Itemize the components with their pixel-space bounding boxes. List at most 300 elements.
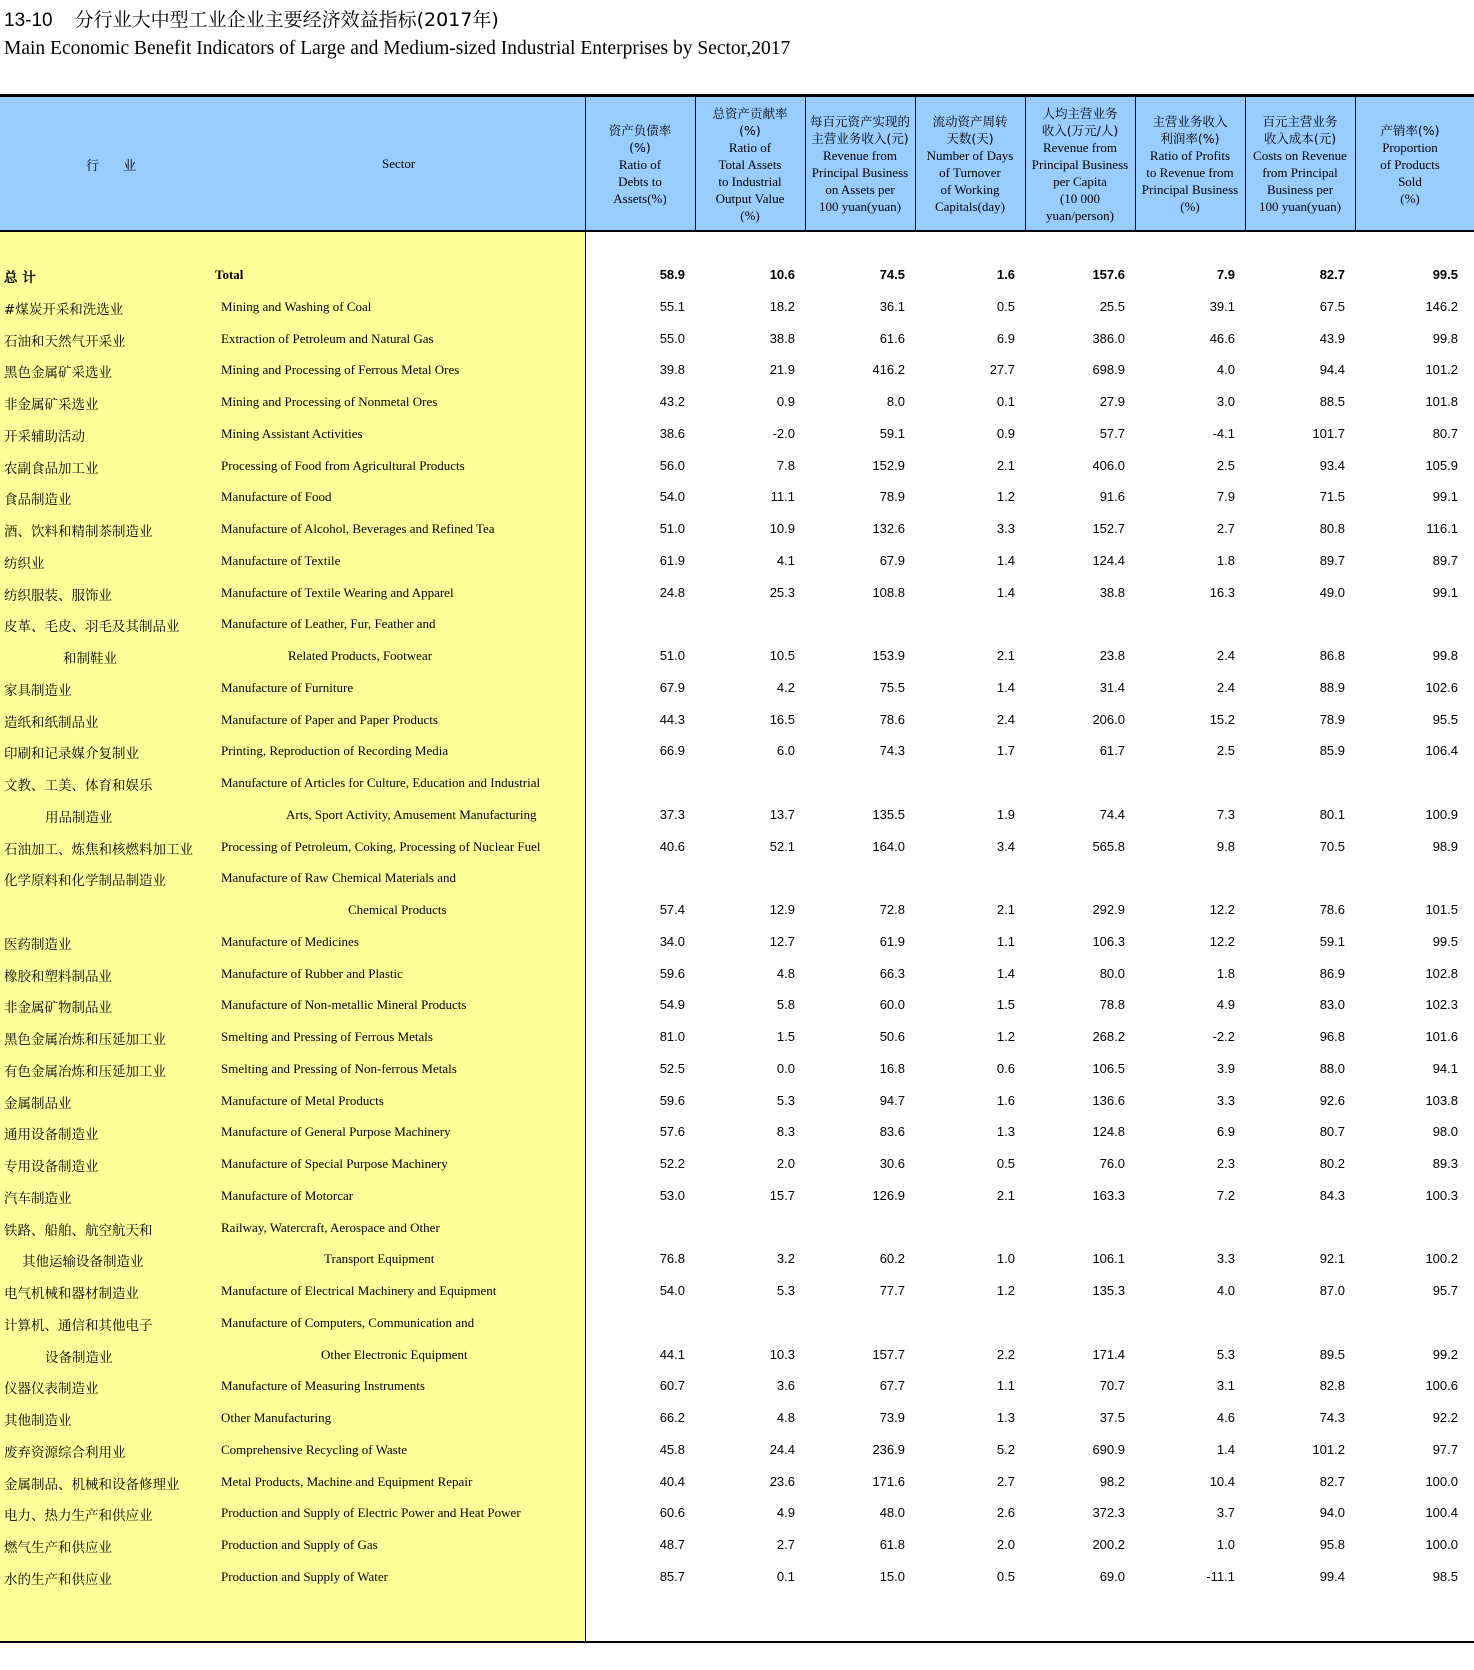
table-title-cn <box>4 5 499 32</box>
table-row <box>0 926 1474 958</box>
value-cell: 386.0 <box>1092 330 1125 346</box>
table-row <box>0 481 1474 513</box>
value-cell: 71.5 <box>1319 489 1345 505</box>
value-cell: 2.1 <box>996 648 1015 663</box>
value-cell: 59.6 <box>659 1092 685 1108</box>
value-cell: 3.0 <box>1216 394 1235 409</box>
value-cell: 132.6 <box>872 521 905 536</box>
column-header-8 <box>1355 100 1465 228</box>
industry-cn: 电气机械和器材制造业 <box>4 1286 139 1302</box>
value-cell: 18.2 <box>769 298 795 314</box>
table-row <box>0 1148 1474 1180</box>
value-cell: 67.5 <box>1319 298 1345 314</box>
value-cell: 88.9 <box>1319 679 1345 695</box>
value-cell: -2.2 <box>1212 1029 1235 1044</box>
total-row <box>0 259 1474 291</box>
value-cell: 86.9 <box>1319 965 1345 981</box>
column-header-cn: 产销率(%) <box>1380 122 1440 138</box>
value-cell: 15.7 <box>769 1187 795 1203</box>
column-header-en: Proportion of Products Sold (%) <box>1380 139 1440 206</box>
value-cell: 372.3 <box>1092 1505 1125 1521</box>
value-cell: 15.2 <box>1209 711 1235 727</box>
value-cell: 1.6 <box>996 267 1015 282</box>
value-cell: 92.6 <box>1319 1092 1345 1108</box>
value-cell: 99.4 <box>1319 1568 1345 1584</box>
value-cell: 78.9 <box>879 489 905 505</box>
sector-en: Extraction of Petroleum and Natural Gas <box>221 330 434 346</box>
value-cell: 103.8 <box>1425 1092 1458 1108</box>
value-cell: 74.5 <box>879 267 905 282</box>
value-cell: 40.4 <box>659 1473 685 1489</box>
value-cell: 100.2 <box>1425 1251 1458 1267</box>
sector-en: Transport Equipment <box>324 1251 435 1267</box>
value-cell: 101.7 <box>1312 425 1345 441</box>
value-cell: 27.9 <box>1099 394 1125 409</box>
value-cell: 2.1 <box>996 902 1015 917</box>
value-cell: 10.3 <box>769 1346 795 1362</box>
value-cell: 38.8 <box>769 330 795 346</box>
value-cell: 85.9 <box>1319 743 1345 759</box>
value-cell: 236.9 <box>872 1441 905 1457</box>
value-cell: 8.0 <box>886 394 905 409</box>
industry-cn: 用品制造业 <box>45 809 113 826</box>
value-cell: 74.3 <box>879 743 905 759</box>
industry-cn: 纺织业 <box>4 555 45 572</box>
value-cell: 74.4 <box>1099 806 1125 822</box>
table-row <box>0 1275 1474 1307</box>
value-cell: 164.0 <box>872 838 905 854</box>
value-cell: 34.0 <box>659 933 685 949</box>
sector-en: Manufacture of Paper and Paper Products <box>221 711 438 727</box>
sector-en: Manufacture of Metal Products <box>221 1092 384 1108</box>
value-cell: 99.1 <box>1432 584 1458 600</box>
industry-cn: 化学原料和化学制品制造业 <box>4 873 166 890</box>
value-cell: 690.9 <box>1092 1441 1125 1457</box>
value-cell: 2.6 <box>996 1505 1015 1521</box>
value-cell: 153.9 <box>872 648 905 663</box>
value-cell: 1.4 <box>996 965 1015 981</box>
value-cell: 80.8 <box>1319 521 1345 536</box>
value-cell: 1.9 <box>996 806 1015 822</box>
sector-en: Production and Supply of Water <box>221 1568 388 1584</box>
value-cell: 10.6 <box>769 267 795 282</box>
value-cell: 24.8 <box>659 584 685 600</box>
value-cell: 50.6 <box>879 1029 905 1044</box>
value-cell: 1.4 <box>996 584 1015 600</box>
value-cell: 60.2 <box>879 1251 905 1267</box>
value-cell: 60.7 <box>659 1378 685 1394</box>
value-cell: 292.9 <box>1092 902 1125 917</box>
value-cell: 124.4 <box>1092 552 1125 568</box>
value-cell: 1.2 <box>996 1283 1015 1298</box>
table-row <box>0 989 1474 1021</box>
industry-cn: 黑色金属矿采选业 <box>4 365 112 382</box>
value-cell: 40.6 <box>659 838 685 854</box>
value-cell: 27.7 <box>989 362 1015 378</box>
column-header-cn: 百元主营业务 收入成本(元) <box>1262 114 1338 146</box>
column-header-cn: 流动资产周转 天数(天) <box>932 114 1008 146</box>
value-cell: 1.6 <box>996 1092 1015 1108</box>
table-row <box>0 291 1474 323</box>
column-header-5 <box>1025 100 1135 228</box>
value-cell: 25.3 <box>769 584 795 600</box>
sector-en: Mining and Processing of Ferrous Metal Ores <box>221 362 460 378</box>
sector-en: Printing, Reproduction of Recording Media <box>221 743 449 759</box>
industry-cn: 其他制造业 <box>4 1413 72 1429</box>
value-cell: 171.6 <box>872 1473 905 1489</box>
sector-en: Manufacture of Textile <box>221 552 341 568</box>
table-row <box>0 672 1474 704</box>
value-cell: 5.3 <box>776 1283 795 1298</box>
value-cell: 23.6 <box>769 1473 795 1489</box>
sector-en: Smelting and Pressing of Non-ferrous Metals <box>221 1060 457 1076</box>
value-cell: 78.6 <box>1319 902 1345 917</box>
table-row <box>0 450 1474 482</box>
value-cell: 1.0 <box>996 1251 1015 1267</box>
value-cell: 44.3 <box>659 711 685 727</box>
value-cell: 0.9 <box>776 394 795 409</box>
table-row <box>0 767 1474 799</box>
industry-cn: 农副食品加工业 <box>4 460 99 477</box>
value-cell: 54.9 <box>659 997 685 1013</box>
industry-cn: 印刷和记录媒介复制业 <box>4 746 139 763</box>
column-header-cn: 总资产贡献率 (%) <box>712 105 788 138</box>
value-cell: 100.0 <box>1425 1537 1458 1552</box>
value-cell: 2.3 <box>1216 1156 1235 1171</box>
table-row <box>0 1085 1474 1117</box>
value-cell: 85.7 <box>659 1568 685 1584</box>
industry-cn: 仪器仪表制造业 <box>4 1381 99 1398</box>
bottom-rule <box>0 1641 1474 1643</box>
sector-en: Comprehensive Recycling of Waste <box>221 1441 408 1457</box>
value-cell: 0.9 <box>996 425 1015 441</box>
value-cell: 16.3 <box>1209 584 1235 600</box>
sector-en: Manufacture of Leather, Fur, Feather and <box>221 616 436 632</box>
sector-en: Manufacture of Food <box>221 489 332 505</box>
value-cell: 100.9 <box>1425 806 1458 822</box>
sector-en: Manufacture of Furniture <box>221 679 354 695</box>
value-cell: 268.2 <box>1092 1029 1125 1044</box>
value-cell: 2.1 <box>996 457 1015 473</box>
value-cell: 1.4 <box>996 679 1015 695</box>
column-header-en: Revenue from Principal Business per Capita (10 000 yuan/person) <box>1031 139 1129 223</box>
value-cell: 94.7 <box>879 1092 905 1108</box>
sector-en: Total <box>215 267 244 282</box>
value-cell: 101.5 <box>1425 902 1458 917</box>
table-row <box>0 799 1474 831</box>
value-cell: 55.0 <box>659 330 685 346</box>
industry-cn: 和制鞋业 <box>63 651 117 667</box>
value-cell: 2.0 <box>776 1156 795 1171</box>
industry-cn: 废弃资源综合利用业 <box>4 1444 126 1461</box>
value-cell: 1.2 <box>996 489 1015 505</box>
value-cell: 157.6 <box>1092 267 1125 282</box>
industry-cn: 电力、热力生产和供应业 <box>4 1508 153 1525</box>
industry-cn: 黑色金属冶炼和压延加工业 <box>4 1032 166 1048</box>
value-cell: 57.7 <box>1099 425 1125 441</box>
value-cell: 72.8 <box>879 902 905 917</box>
value-cell: 99.2 <box>1432 1346 1458 1362</box>
table-row <box>0 1370 1474 1402</box>
value-cell: 80.2 <box>1319 1156 1345 1171</box>
value-cell: 0.0 <box>776 1060 795 1076</box>
value-cell: 0.6 <box>996 1060 1015 1076</box>
value-cell: 100.6 <box>1425 1378 1458 1394</box>
value-cell: 83.6 <box>879 1124 905 1140</box>
value-cell: 58.9 <box>659 267 685 282</box>
value-cell: 57.6 <box>659 1124 685 1140</box>
value-cell: 56.0 <box>659 457 685 473</box>
value-cell: 105.9 <box>1425 457 1458 473</box>
industry-cn: 橡胶和塑料制品业 <box>4 968 112 985</box>
sector-en: Processing of Food from Agricultural Products <box>221 457 465 473</box>
value-cell: 76.8 <box>659 1251 685 1267</box>
value-cell: 44.1 <box>659 1346 685 1362</box>
column-header-en: Ratio of Debts to Assets(%) <box>613 156 667 206</box>
industry-cn: 医药制造业 <box>4 936 72 953</box>
value-cell: 94.1 <box>1432 1060 1458 1076</box>
industry-cn: 非金属矿物制品业 <box>4 1000 112 1017</box>
table-row <box>0 1497 1474 1529</box>
value-cell: 2.4 <box>996 711 1015 727</box>
value-cell: 43.9 <box>1319 330 1345 346</box>
value-cell: 106.5 <box>1092 1060 1125 1076</box>
value-cell: 99.5 <box>1432 267 1458 282</box>
value-cell: 31.4 <box>1099 679 1125 695</box>
value-cell: 52.1 <box>769 838 795 854</box>
value-cell: 39.1 <box>1209 298 1235 314</box>
value-cell: 78.9 <box>1319 711 1345 727</box>
value-cell: 53.0 <box>659 1187 685 1203</box>
value-cell: 99.8 <box>1432 648 1458 663</box>
value-cell: 1.7 <box>996 743 1015 759</box>
column-header-6 <box>1135 100 1245 228</box>
value-cell: 5.2 <box>996 1441 1015 1457</box>
table-row <box>0 1212 1474 1244</box>
value-cell: 1.5 <box>776 1029 795 1044</box>
sector-en: Processing of Petroleum, Coking, Processing of Nuclear Fuel <box>221 838 541 854</box>
value-cell: 200.2 <box>1092 1537 1125 1552</box>
value-cell: 95.5 <box>1432 711 1458 727</box>
sector-en: Manufacture of General Purpose Machinery <box>221 1124 451 1140</box>
value-cell: 16.8 <box>879 1060 905 1076</box>
value-cell: -2.0 <box>772 425 795 441</box>
value-cell: 51.0 <box>659 648 685 663</box>
value-cell: 3.3 <box>1216 1092 1235 1108</box>
value-cell: 0.5 <box>996 298 1015 314</box>
sector-en: Other Manufacturing <box>221 1410 332 1425</box>
value-cell: 9.8 <box>1216 838 1235 854</box>
table-row <box>0 1243 1474 1275</box>
sector-en: Manufacture of Textile Wearing and Apparel <box>221 584 454 600</box>
value-cell: 95.8 <box>1319 1537 1345 1552</box>
value-cell: 99.5 <box>1432 933 1458 949</box>
value-cell: 78.8 <box>1099 997 1125 1013</box>
column-header-en: Ratio of Total Assets to Industrial Output Value (%) <box>715 139 785 223</box>
value-cell: 11.1 <box>770 489 795 505</box>
value-cell: 1.4 <box>1216 1441 1235 1457</box>
value-cell: 7.3 <box>1216 806 1235 822</box>
value-cell: 54.0 <box>659 1283 685 1298</box>
value-cell: 1.1 <box>996 1378 1015 1394</box>
sector-en: Metal Products, Machine and Equipment Repair <box>221 1473 473 1489</box>
value-cell: 2.7 <box>776 1537 795 1552</box>
table-row <box>0 862 1474 894</box>
value-cell: 59.6 <box>659 965 685 981</box>
value-cell: 101.2 <box>1312 1441 1345 1457</box>
value-cell: 55.1 <box>659 298 685 314</box>
industry-cn: 纺织服装、服饰业 <box>4 587 112 604</box>
value-cell: 1.1 <box>996 933 1015 949</box>
value-cell: 21.9 <box>769 362 795 378</box>
value-cell: 66.9 <box>659 743 685 759</box>
value-cell: 54.0 <box>659 489 685 505</box>
value-cell: 4.1 <box>776 552 795 568</box>
value-cell: 102.8 <box>1425 965 1458 981</box>
value-cell: 3.4 <box>996 838 1015 854</box>
value-cell: 67.7 <box>879 1378 905 1394</box>
value-cell: 3.3 <box>996 521 1015 536</box>
industry-cn: 有色金属冶炼和压延加工业 <box>4 1063 166 1080</box>
value-cell: 38.8 <box>1099 584 1125 600</box>
table-row <box>0 1402 1474 1434</box>
table-row <box>0 323 1474 355</box>
value-cell: 99.1 <box>1432 489 1458 505</box>
value-cell: 2.4 <box>1216 648 1235 663</box>
value-cell: 4.9 <box>776 1505 795 1521</box>
value-cell: 25.5 <box>1099 298 1125 314</box>
value-cell: 7.2 <box>1216 1187 1235 1203</box>
value-cell: 100.4 <box>1425 1505 1458 1521</box>
value-cell: 23.8 <box>1099 648 1125 663</box>
value-cell: 1.8 <box>1216 552 1235 568</box>
value-cell: 45.8 <box>659 1441 685 1457</box>
value-cell: 102.3 <box>1425 997 1458 1013</box>
industry-cn: 开采辅助活动 <box>4 428 85 445</box>
value-cell: 100.3 <box>1425 1187 1458 1203</box>
industry-cn: 水的生产和供应业 <box>4 1571 112 1588</box>
industry-cn: 通用设备制造业 <box>4 1127 99 1144</box>
value-cell: 89.7 <box>1432 552 1458 568</box>
value-cell: 80.0 <box>1099 965 1125 981</box>
table-row <box>0 1339 1474 1371</box>
value-cell: 94.4 <box>1319 362 1345 378</box>
value-cell: 101.6 <box>1425 1029 1458 1044</box>
value-cell: 67.9 <box>659 679 685 695</box>
value-cell: 82.7 <box>1319 267 1345 282</box>
value-cell: 98.0 <box>1432 1124 1458 1140</box>
value-cell: 5.3 <box>776 1092 795 1108</box>
value-cell: 67.9 <box>879 552 905 568</box>
industry-cn: 石油和天然气开采业 <box>4 333 126 350</box>
value-cell: 77.7 <box>879 1283 905 1298</box>
value-cell: 4.0 <box>1216 1283 1235 1298</box>
table-row <box>0 577 1474 609</box>
industry-cn: 汽车制造业 <box>4 1190 72 1207</box>
table-row <box>0 1434 1474 1466</box>
value-cell: 0.5 <box>996 1156 1015 1171</box>
value-cell: 89.5 <box>1319 1346 1345 1362</box>
table-row <box>0 513 1474 545</box>
table-row <box>0 386 1474 418</box>
industry-cn: 食品制造业 <box>4 492 72 509</box>
value-cell: 1.8 <box>1216 965 1235 981</box>
value-cell: 80.7 <box>1432 425 1458 441</box>
column-header-en: Costs on Revenue from Principal Business per 100 yuan(yuan) <box>1253 148 1347 214</box>
value-cell: 100.0 <box>1425 1473 1458 1489</box>
value-cell: 61.9 <box>879 933 905 949</box>
value-cell: 95.7 <box>1432 1283 1458 1298</box>
table-row <box>0 1180 1474 1212</box>
value-cell: 80.7 <box>1319 1124 1345 1140</box>
value-cell: 87.0 <box>1319 1283 1345 1298</box>
value-cell: 101.2 <box>1425 362 1458 378</box>
value-cell: 48.7 <box>659 1537 685 1552</box>
value-cell: 52.2 <box>659 1156 685 1171</box>
value-cell: 1.2 <box>996 1029 1015 1044</box>
column-header-cn: 主营业务收入 利润率(%) <box>1152 114 1228 146</box>
column-header-cn: 每百元资产实现的 主营业务收入(元) <box>809 114 910 146</box>
value-cell: 10.4 <box>1209 1473 1235 1489</box>
industry-cn: 燃气生产和供应业 <box>4 1540 112 1556</box>
value-cell: 4.8 <box>776 965 795 981</box>
industry-cn: 金属制品业 <box>4 1095 72 1112</box>
value-cell: 2.5 <box>1216 743 1235 759</box>
column-header-cn: 人均主营业务 收入(万元/人) <box>1041 105 1119 138</box>
value-cell: 102.6 <box>1425 679 1458 695</box>
value-cell: 24.4 <box>769 1441 795 1457</box>
industry-cn: 设备制造业 <box>45 1349 113 1366</box>
column-header-en: Ratio of Profits to Revenue from Principal Business (%) <box>1141 148 1239 214</box>
sector-en: Mining and Washing of Coal <box>221 298 372 314</box>
sector-en: Railway, Watercraft, Aerospace and Other <box>221 1219 440 1235</box>
value-cell: 84.3 <box>1319 1187 1345 1203</box>
sector-en: Arts, Sport Activity, Amusement Manufacturing <box>286 806 537 822</box>
table-row <box>0 1021 1474 1053</box>
value-cell: 43.2 <box>659 394 685 409</box>
column-header-7 <box>1245 100 1355 228</box>
sector-en: Manufacture of Rubber and Plastic <box>221 965 403 981</box>
value-cell: 2.7 <box>1216 521 1235 536</box>
value-cell: 51.0 <box>659 521 685 536</box>
table-row <box>0 958 1474 990</box>
value-cell: 2.4 <box>1216 679 1235 695</box>
sector-en: Manufacture of Raw Chemical Materials and <box>221 870 456 886</box>
value-cell: 30.6 <box>879 1156 905 1171</box>
sector-en: Manufacture of Measuring Instruments <box>221 1378 425 1394</box>
table-row <box>0 1307 1474 1339</box>
table-row <box>0 1053 1474 1085</box>
value-cell: 59.1 <box>1319 933 1345 949</box>
value-cell: 5.3 <box>1216 1346 1235 1362</box>
industry-cn: 铁路、船舶、航空航天和 <box>4 1222 153 1239</box>
table-row <box>0 640 1474 672</box>
table-row <box>0 1561 1474 1593</box>
table-row <box>0 831 1474 863</box>
industry-cn: 造纸和纸制品业 <box>4 714 99 731</box>
value-cell: 80.1 <box>1319 806 1345 822</box>
value-cell: 108.8 <box>872 584 905 600</box>
value-cell: 93.4 <box>1319 457 1345 473</box>
industry-cn: 皮革、毛皮、羽毛及其制品业 <box>4 619 180 636</box>
value-cell: 76.0 <box>1099 1156 1125 1171</box>
column-header-3 <box>805 100 915 228</box>
value-cell: 7.9 <box>1216 267 1235 282</box>
table-row <box>0 418 1474 450</box>
value-cell: 163.3 <box>1092 1187 1125 1203</box>
value-cell: 116.1 <box>1426 521 1458 536</box>
value-cell: -11.1 <box>1206 1568 1235 1584</box>
